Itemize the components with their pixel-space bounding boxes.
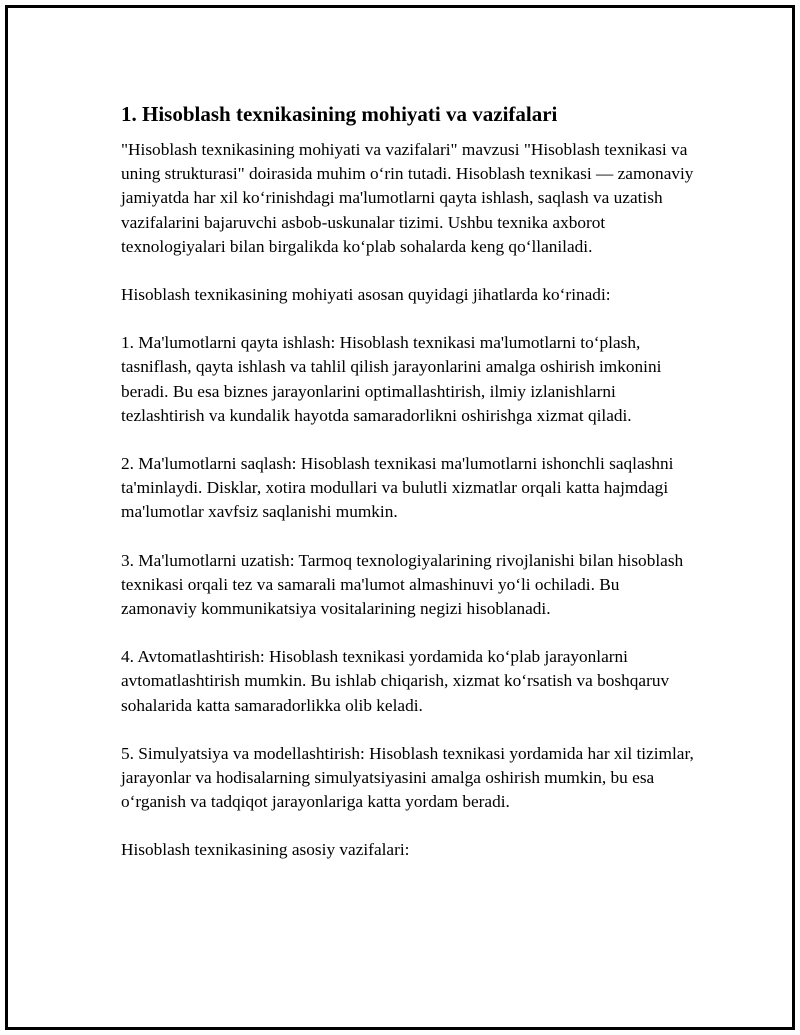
list-item-data-storage: 2. Ma'lumotlarni saqlash: Hisoblash texnikasi ma'lumotlarni ishonchli saqlashni ta'minlaydi. Disklar, xotira modullari va bulutli xizmatlar orqali katta hajmdagi ma'lumotlar xavfsiz saqlanishi mumkin. — [121, 454, 674, 522]
tasks-lead-paragraph: Hisoblash texnikasining asosiy vazifalari: — [121, 840, 410, 860]
list-item-automation: 4. Avtomatlashtirish: Hisoblash texnikasi yordamida koʻplab jarayonlarni avtomatlashtirish mumkin. Bu ishlab chiqarish, xizmat koʻrsatish va boshqaruv sohalarida katta samaradorlikka olib keladi. — [121, 647, 670, 715]
document-body — [121, 101, 696, 863]
essence-lead-paragraph: Hisoblash texnikasining mohiyati asosan quyidagi jihatlarda koʻrinadi: — [121, 285, 611, 305]
section-title: 1. Hisoblash texnikasining mohiyati va vazifalari — [121, 102, 558, 126]
list-item-data-processing: 1. Ma'lumotlarni qayta ishlash: Hisoblash texnikasi ma'lumotlarni toʻplash, tasniflash, qayta ishlash va tahlil qilish jarayonlarini amalga oshirish imkonini beradi. Bu esa biznes jarayonlarini optimallashtirish, ilmiy izlanishlarni tezlashtirish va kundalik hayotda samaradorlikni oshirishga xizmat qiladi. — [121, 333, 662, 425]
page-frame — [5, 5, 795, 1030]
intro-paragraph: "Hisoblash texnikasining mohiyati va vazifalari" mavzusi "Hisoblash texnikasi va uning strukturasi" doirasida muhim oʻrin tutadi. Hisoblash texnikasi — zamonaviy jamiyatda har xil koʻrinishdagi ma'lumotlarni qayta ishlash, saqlash va uzatish vazifalarini bajaruvchi asbob-uskunalar tizimi. Ushbu texnika axborot texnologiyalari bilan birgalikda koʻplab sohalarda keng qoʻllaniladi. — [121, 140, 694, 256]
list-item-data-transfer: 3. Ma'lumotlarni uzatish: Tarmoq texnologiyalarining rivojlanishi bilan hisoblash texnikasi orqali tez va samarali ma'lumot almashinuvi yoʻli ochiladi. Bu zamonaviy kommunikatsiya vositalarining negizi hisoblanadi. — [121, 550, 684, 619]
list-item-simulation: 5. Simulyatsiya va modellashtirish: Hisoblash texnikasi yordamida har xil tizimlar, jarayonlar va hodisalarning simulyatsiyasini amalga oshirish mumkin, bu esa oʻrganish va tadqiqot jarayonlariga katta yordam beradi. — [121, 743, 694, 812]
